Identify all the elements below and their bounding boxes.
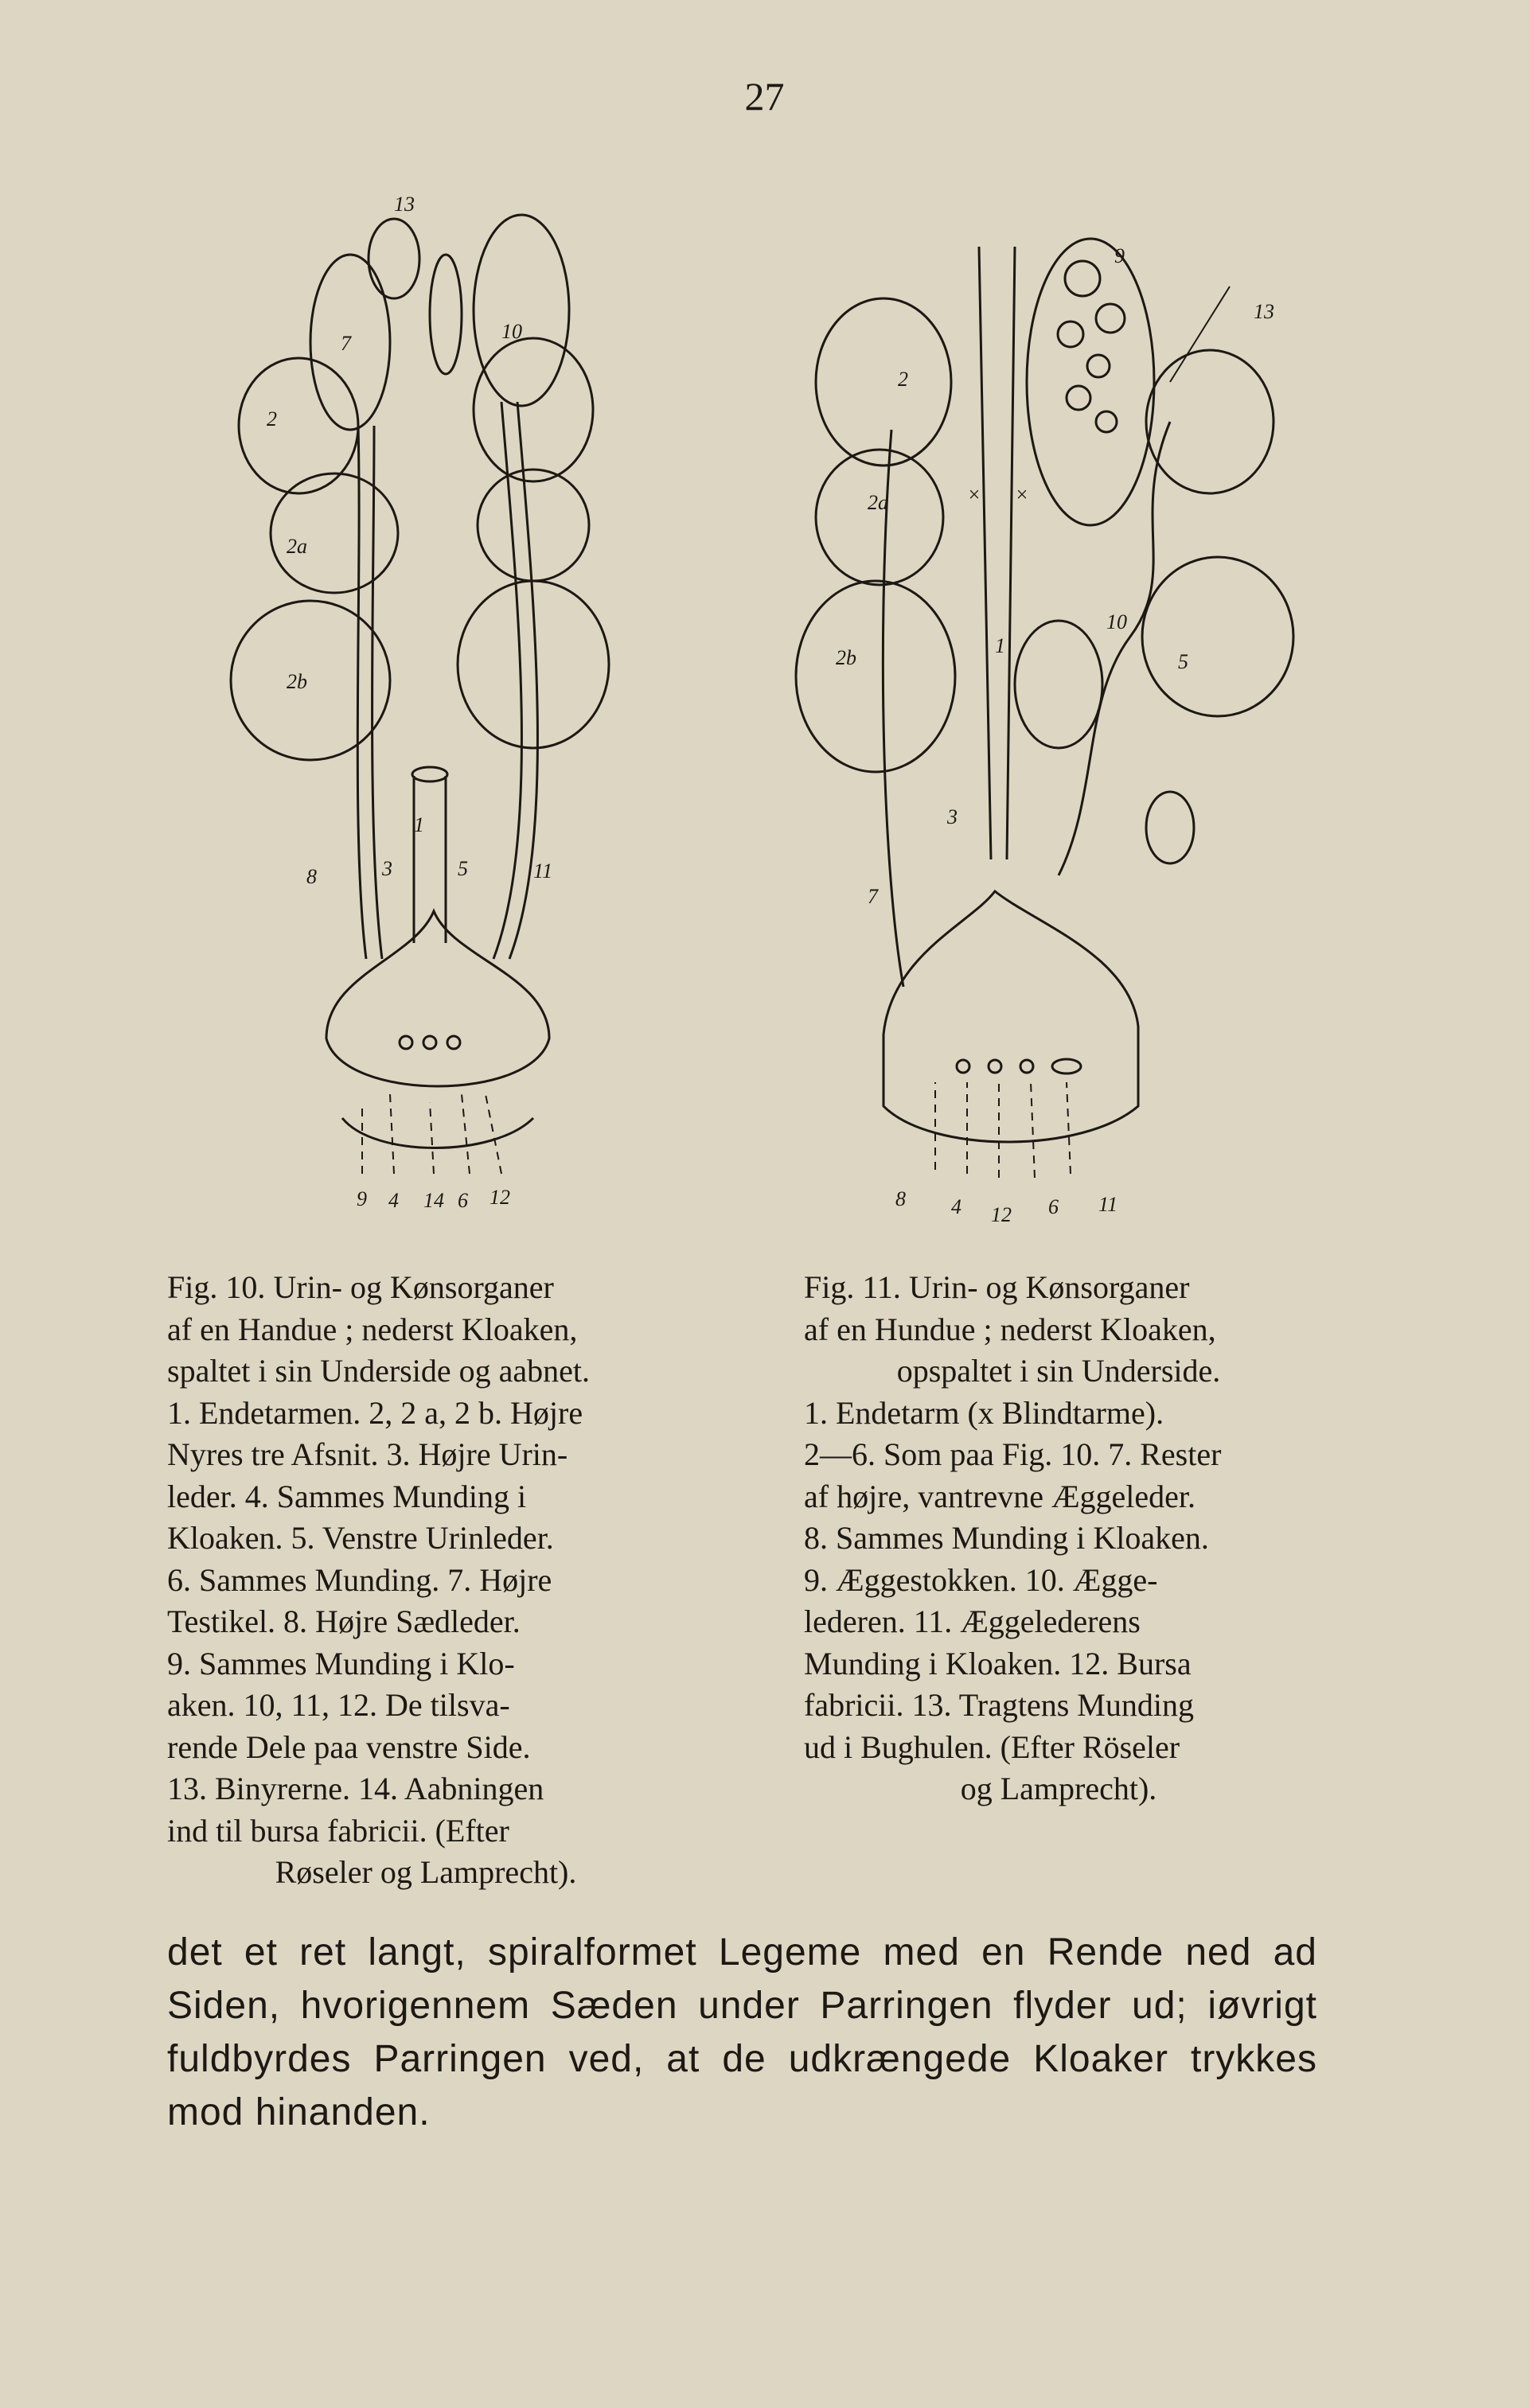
caption-line: og Lamprecht). [960,1771,1157,1806]
fig10-label-6: 6 [458,1189,468,1212]
fig10-label-4: 4 [388,1189,399,1212]
caption-line: lederen. 11. Æggelederens [804,1603,1141,1639]
caption-line: 1. Endetarm (x Blindtarme). [804,1394,1164,1431]
caption-line: af en Handue ; nederst Kloaken, [167,1311,578,1347]
fig11-label-13: 13 [1254,300,1274,323]
fig11-label-11: 11 [1098,1193,1118,1216]
fig10-label-3: 3 [382,857,392,880]
fig10-label-10: 10 [501,320,522,343]
caption-line: opspaltet i sin Underside. [896,1353,1221,1389]
caption-line: aken. 10, 11, 12. De tilsva- [167,1687,510,1723]
caption-line: ind til bursa fabricii. (Efter [167,1812,509,1849]
fig11-label-3: 3 [947,805,958,828]
caption-line: af højre, vantrevne Æggeleder. [804,1478,1196,1514]
figure-10-illustration [267,193,629,1229]
caption-line: Røseler og Lamprecht). [275,1854,577,1890]
caption-line: Kloaken. 5. Venstre Urinleder. [167,1520,554,1556]
caption-line: af en Hundue ; nederst Kloaken, [804,1311,1216,1347]
fig10-label-7: 7 [341,332,351,355]
fig11-label-2b: 2b [836,646,856,669]
fig10-label-1: 1 [414,813,424,836]
fig11-label-2a: 2a [868,491,888,514]
fig11-label-5: 5 [1178,650,1188,673]
caption-line: 6. Sammes Munding. 7. Højre [167,1561,552,1598]
caption-line: Testikel. 8. Højre Sædleder. [167,1603,521,1639]
fig10-label-2b: 2b [287,670,307,693]
fig10-label-13: 13 [394,193,415,216]
fig10-label-8: 8 [306,865,317,888]
caption-line: 8. Sammes Munding i Kloaken. [804,1520,1209,1556]
caption-line: Munding i Kloaken. 12. Bursa [804,1645,1192,1681]
caption-line: fabricii. 13. Tragtens Munding [804,1687,1194,1723]
fig11-label-x-right: × [1015,483,1029,506]
figure-10-caption [167,1267,685,1894]
fig11-label-6: 6 [1048,1195,1059,1218]
fig10-label-2: 2 [267,407,277,431]
fig11-label-1: 1 [995,634,1005,657]
figure-11-illustration [796,239,1289,1233]
fig11-label-x-left: × [967,483,981,506]
caption-line: ud i Bughulen. (Efter Röseler [804,1728,1180,1765]
fig11-label-4: 4 [951,1195,961,1218]
fig11-label-12: 12 [991,1203,1012,1226]
caption-line: rende Dele paa venstre Side. [167,1728,531,1765]
fig10-label-11: 11 [533,859,553,883]
fig11-label-2: 2 [898,368,908,391]
caption-line: Nyres tre Afsnit. 3. Højre Urin- [167,1436,568,1472]
fig10-label-2a: 2a [287,535,307,558]
fig11-label-8: 8 [895,1187,906,1210]
page-number: 27 [744,74,785,119]
caption-line: 9. Æggestokken. 10. Ægge- [804,1561,1158,1598]
fig10-label-14: 14 [423,1189,444,1212]
caption-line: 2—6. Som paa Fig. 10. 7. Rester [804,1436,1222,1472]
fig11-label-9: 9 [1114,244,1125,267]
figure-11-caption [804,1267,1313,1810]
fig10-label-12: 12 [490,1186,510,1209]
caption-line: leder. 4. Sammes Munding i [167,1478,527,1514]
caption-line: 9. Sammes Munding i Klo- [167,1645,515,1681]
body-paragraph: det et ret langt, spiralformet Legeme med en Rende ned ad Siden, hvorigennem Sæden under Parringen flyder ud; iøvrigt fuldbyrdes Parringen ved, at de udkrængede Kloaker trykkes mod hinanden. [167,1931,1317,2133]
caption-line: 13. Binyrerne. 14. Aabningen [167,1771,544,1806]
caption-line: spaltet i sin Underside og aabnet. [167,1353,590,1389]
fig10-label-5: 5 [458,857,468,880]
caption-line: Fig. 10. Urin- og Kønsorganer [167,1269,554,1305]
caption-line: 1. Endetarmen. 2, 2 a, 2 b. Højre [167,1394,583,1431]
fig11-label-10: 10 [1106,610,1127,633]
fig10-label-9: 9 [357,1187,367,1210]
fig11-label-7: 7 [868,885,878,908]
caption-line: Fig. 11. Urin- og Kønsorganer [804,1269,1190,1305]
